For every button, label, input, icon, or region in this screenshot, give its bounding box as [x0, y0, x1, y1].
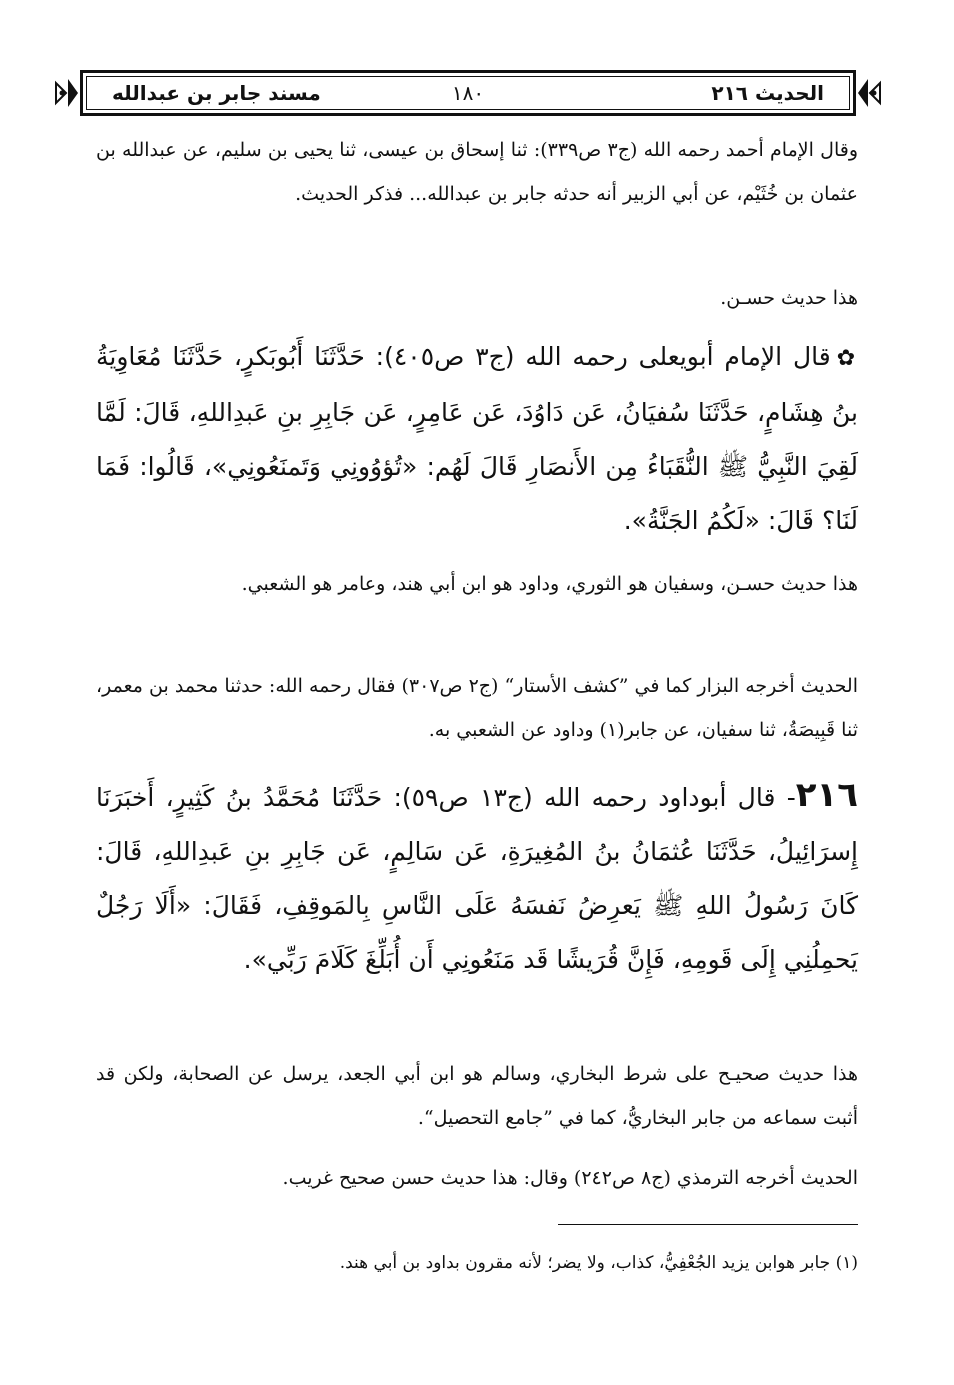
header-hadith-label: الحديث ٢١٦ — [711, 81, 824, 105]
paragraph-abu-yala-hadith — [96, 330, 858, 548]
paragraph-abu-yala-text: قال الإمام أبويعلى رحمه الله (ج٣ ص٤٠٥): حَدَّثَنَا أَبُوبَكرٍ، حَدَّثَنَا مُعَاوِيَةُ بنُ هِشَامٍ، حَدَّثَنَا سُفيَانُ، عَن دَاوُدَ، عَن عَامِرٍ، عَن جَابِرِ بنِ عَبدِاللهِ، قَالَ: لَمَّا لَقِيَ النَّبِيُّ ﷺ النُّقَبَاءُ مِن الأَنصَارِ قَالَ لَهُم: «تُؤوُونِي وَتَمنَعُونِي»، قَالُوا: فَمَا لَنَا؟ قَالَ: «لَكُمُ الجَنَّةُ». — [96, 342, 858, 535]
header-page-number: ١٨٠ — [451, 81, 485, 105]
paragraph-hadith-216-text: - قال أبوداود رحمه الله (ج١٣ ص٥٩): حَدَّثَنَا مُحَمَّدُ بنُ كَثِيرٍ، أَخبَرَنَا إِسرَائِيلُ، حَدَّثَنَا عُثمَانُ بنُ المُغِيرَةِ، عَن سَالِمٍ، عَن جَابِرِ بنِ عَبدِاللهِ، قَالَ: كَانَ رَسُولُ اللهِ ﷺ يَعرِضُ نَفسَهُ عَلَى النَّاسِ بِالمَوقِفِ، فَقَالَ: «أَلَا رَجُلٌ يَحمِلُنِي إِلَى قَومِهِ، فَإِنَّ قُرَيشًا قَد مَنَعُونِي أَن أُبَلِّغَ كَلَامَ رَبِّي». — [96, 783, 858, 974]
page-header — [52, 68, 884, 118]
paragraph-grading-3: هذا حديث صحيـح على شرط البخاري، وسالم هو ابن أبي الجعد، يرسل عن الصحابة، ولكن قد أثبت سماعه من جابر البخاريُّ، كما في ”جامع التحصيل“. — [96, 1063, 858, 1129]
paragraph-hadith-216 — [96, 768, 858, 987]
paragraph-bazzar: الحديث أخرجه البزار كما في ”كشف الأستار“ (ج٢ ص٣٠٧) فقال رحمه الله: حدثنا محمد بن معمر، ثنا قَبِيصَةُ، ثنا سفيان، عن جابر(١) وداود عن الشعبي به. — [96, 675, 858, 741]
header-book-title: مسند جابر بن عبدالله — [112, 81, 321, 105]
paragraph-grading-1: هذا حديث حسـن. — [720, 287, 858, 309]
footnote: (١) جابر هوابن يزيد الجُعْفِيُّ، كذاب، ولا يضر؛ لأنه مقرون بداود بن أبي هند. — [339, 1253, 858, 1273]
footnote-divider — [558, 1224, 858, 1225]
hadith-number: ٢١٦ — [795, 775, 859, 815]
ornament-left-icon — [52, 75, 80, 111]
paragraph-grading-2: هذا حديث حسـن، وسفيان هو الثوري، وداود هو ابن أبي هند، وعامر هو الشعبي. — [241, 573, 858, 595]
flower-marker-icon: ✿ — [836, 346, 859, 371]
paragraph-ahmad-isnad: وقال الإمام أحمد رحمه الله (ج٣ ص٣٣٩): ثنا إسحاق بن عيسى، ثنا يحيى بن سليم، عن عبدالله بن عثمان بن خُثَيْم، عن أبي الزبير أنه حدثه جابر بن عبدالله... فذكر الحديث. — [96, 139, 858, 205]
paragraph-tirmidhi: الحديث أخرجه الترمذي (ج٨ ص٢٤٢) وقال: هذا حديث حسن صحيح غريب. — [282, 1167, 858, 1189]
